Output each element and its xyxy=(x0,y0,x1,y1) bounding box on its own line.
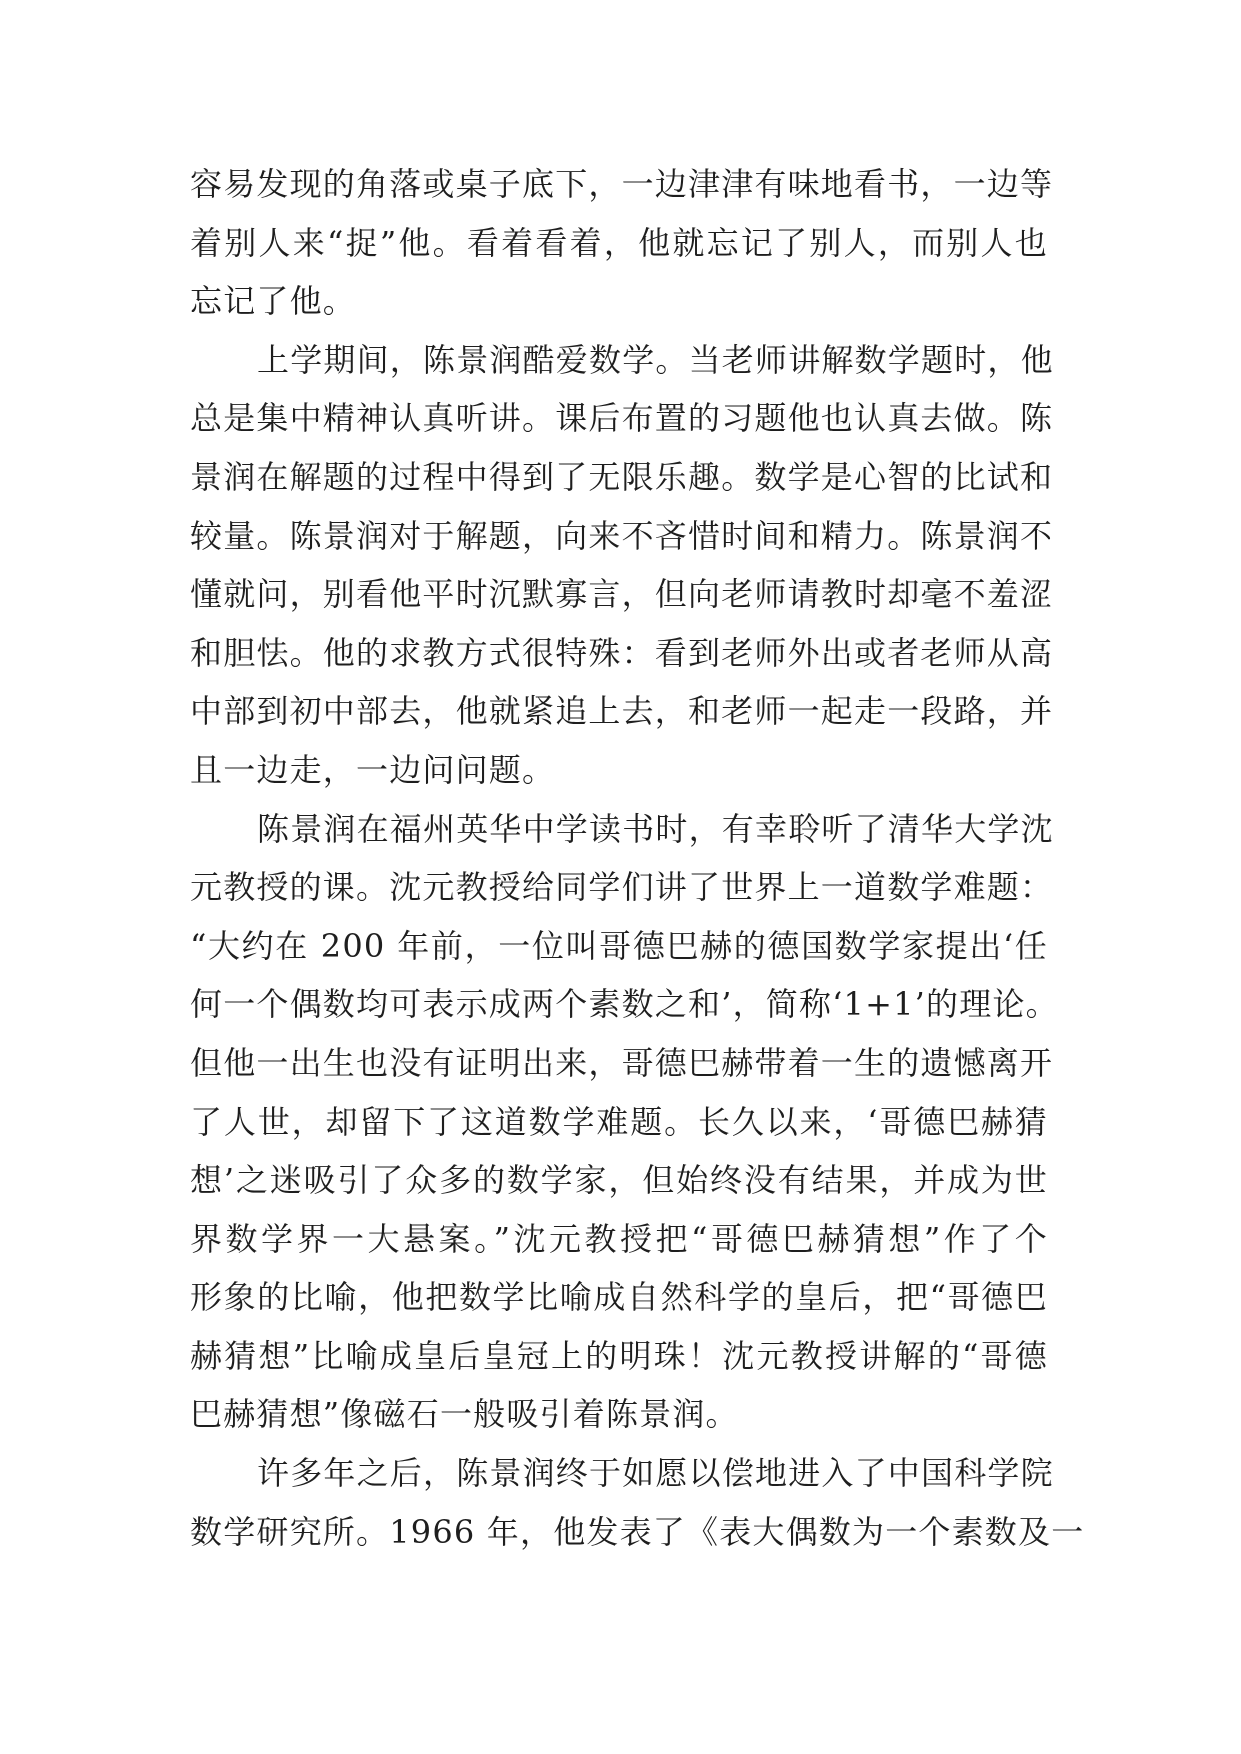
text-line: 容易发现的角落或桌子底下，一边津津有味地看书，一边等 xyxy=(190,165,1054,203)
text-line: 巴赫猜想”像磁石一般吸引着陈景润。 xyxy=(190,1395,739,1434)
text-line: 何一个偶数均可表示成两个素数之和’，简称‘1+1’的理论。 xyxy=(190,985,1059,1024)
text-line: 着别人来“捉”他。看着看着，他就忘记了别人，而别人也 xyxy=(190,223,1048,262)
text-line: 数学研究所。1966 年，他发表了《表大偶数为一个素数及一 xyxy=(190,1512,1085,1551)
text-line: 忘记了他。 xyxy=(190,282,357,321)
text-line: 中部到初中部去，他就紧追上去，和老师一起走一段路，并 xyxy=(190,692,1054,731)
text-line: 较量。陈景润对于解题，向来不吝惜时间和精力。陈景润不 xyxy=(190,516,1054,555)
text-line: 许多年之后，陈景润终于如愿以偿地进入了中国科学院 xyxy=(257,1454,1054,1493)
paragraph xyxy=(190,155,1054,331)
paragraph xyxy=(190,1444,1085,1561)
text-line: 但他一出生也没有证明出来，哥德巴赫带着一生的遗憾离开 xyxy=(190,1043,1054,1082)
text-line: 和胆怯。他的求教方式很特殊：看到老师外出或者老师从高 xyxy=(190,633,1054,672)
text-line: 陈景润在福州英华中学读书时，有幸聆听了清华大学沈 xyxy=(257,809,1054,848)
text-line: 了人世，却留下了这道数学难题。长久以来，‘哥德巴赫猜 xyxy=(190,1102,1048,1141)
text-line: 景润在解题的过程中得到了无限乐趣。数学是心智的比试和 xyxy=(190,457,1054,496)
text-line: 元教授的课。沈元教授给同学们讲了世界上一道数学难题： xyxy=(190,868,1054,907)
paragraph xyxy=(190,331,1054,800)
text-line: 界数学界一大悬案。”沈元教授把“哥德巴赫猜想”作了个 xyxy=(190,1219,1048,1258)
body-text xyxy=(190,155,1085,1561)
text-line: 上学期间，陈景润酷爱数学。当老师讲解数学题时，他 xyxy=(257,340,1054,379)
text-line: 总是集中精神认真听讲。课后布置的习题他也认真去做。陈 xyxy=(190,399,1054,438)
paragraph xyxy=(190,800,1059,1445)
text-line: 且一边走，一边问问题。 xyxy=(190,750,556,789)
text-line: 赫猜想”比喻成皇后皇冠上的明珠！沈元教授讲解的“哥德 xyxy=(190,1336,1048,1375)
text-line: 形象的比喻，他把数学比喻成自然科学的皇后，把“哥德巴 xyxy=(190,1278,1048,1317)
text-line: 想’之迷吸引了众多的数学家，但始终没有结果，并成为世 xyxy=(190,1161,1048,1200)
text-line: “大约在 200 年前，一位叫哥德巴赫的德国数学家提出‘任 xyxy=(190,926,1048,965)
text-line: 懂就问，别看他平时沉默寡言，但向老师请教时却毫不羞涩 xyxy=(190,575,1054,614)
